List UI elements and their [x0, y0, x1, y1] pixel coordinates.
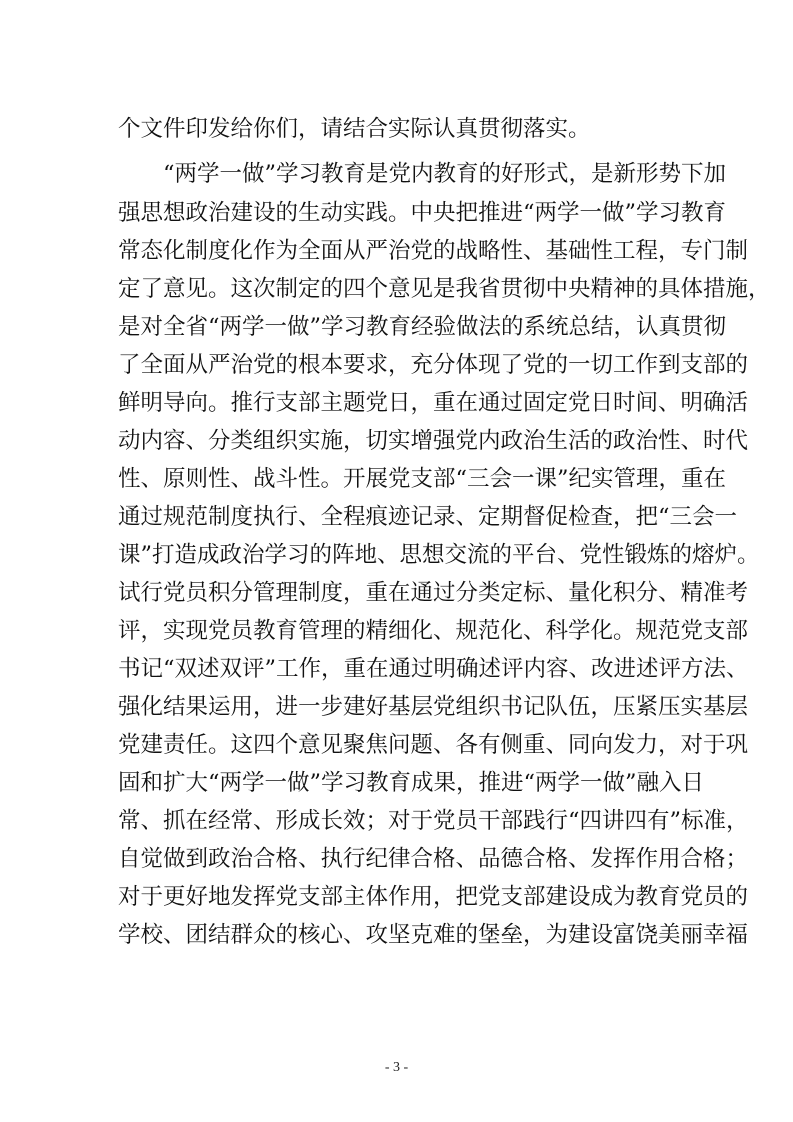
text-line-7: 了全面从严治党的根本要求，充分体现了党的一切工作到支部的: [118, 352, 749, 378]
text-line-12: 课”打造成政治学习的阵地、思想交流的平台、党性锻炼的熔炉。: [118, 542, 760, 568]
text-line-4: 常态化制度化作为全面从严治党的战略性、基础性工程，专门制: [118, 238, 749, 264]
text-line-20: 自觉做到政治合格、执行纪律合格、品德合格、发挥作用合格；: [118, 846, 749, 872]
text-line-14: 评，实现党员教育管理的精细化、规范化、科学化。规范党支部: [118, 618, 749, 644]
text-line-9: 动内容、分类组织实施，切实增强党内政治生活的政治性、时代: [118, 428, 749, 454]
text-line-19: 常、抓在经常、形成长效；对于党员干部践行“四讲四有”标准，: [118, 808, 749, 834]
text-line-3: 强思想政治建设的生动实践。中央把推进“两学一做”学习教育: [118, 200, 727, 226]
text-line-17: 党建责任。这四个意见聚焦问题、各有侧重、同向发力，对于巩: [118, 732, 749, 758]
page-number: - 3 -: [384, 1060, 409, 1075]
text-line-15: 书记“双述双评”工作，重在通过明确述评内容、改进述评方法、: [118, 656, 749, 682]
text-line-22: 学校、团结群众的核心、攻坚克难的堡垒，为建设富饶美丽幸福: [118, 922, 749, 948]
paragraph-start-line: “两学一做”学习教育是党内教育的好形式，是新形势下加: [163, 161, 727, 187]
text-line-10: 性、原则性、战斗性。开展党支部“三会一课”纪实管理，重在: [118, 466, 727, 492]
text-line-16: 强化结果运用，进一步建好基层党组织书记队伍，压紧压实基层: [118, 694, 749, 720]
text-line-1: 个文件印发给你们，请结合实际认真贯彻落实。: [118, 116, 591, 142]
text-line-6: 是对全省“两学一做”学习教育经验做法的系统总结，认真贯彻: [118, 314, 727, 340]
text-line-5: 定了意见。这次制定的四个意见是我省贯彻中央精神的具体措施，: [118, 276, 771, 302]
text-line-18: 固和扩大“两学一做”学习教育成果，推进“两学一做”融入日: [118, 770, 705, 796]
text-line-11: 通过规范制度执行、全程痕迹记录、定期督促检查，把“三会一: [118, 504, 738, 530]
text-line-13: 试行党员积分管理制度，重在通过分类定标、量化积分、精准考: [118, 580, 749, 606]
text-line-21: 对于更好地发挥党支部主体作用，把党支部建设成为教育党员的: [118, 884, 749, 910]
text-line-8: 鲜明导向。推行支部主题党日，重在通过固定党日时间、明确活: [118, 390, 749, 416]
